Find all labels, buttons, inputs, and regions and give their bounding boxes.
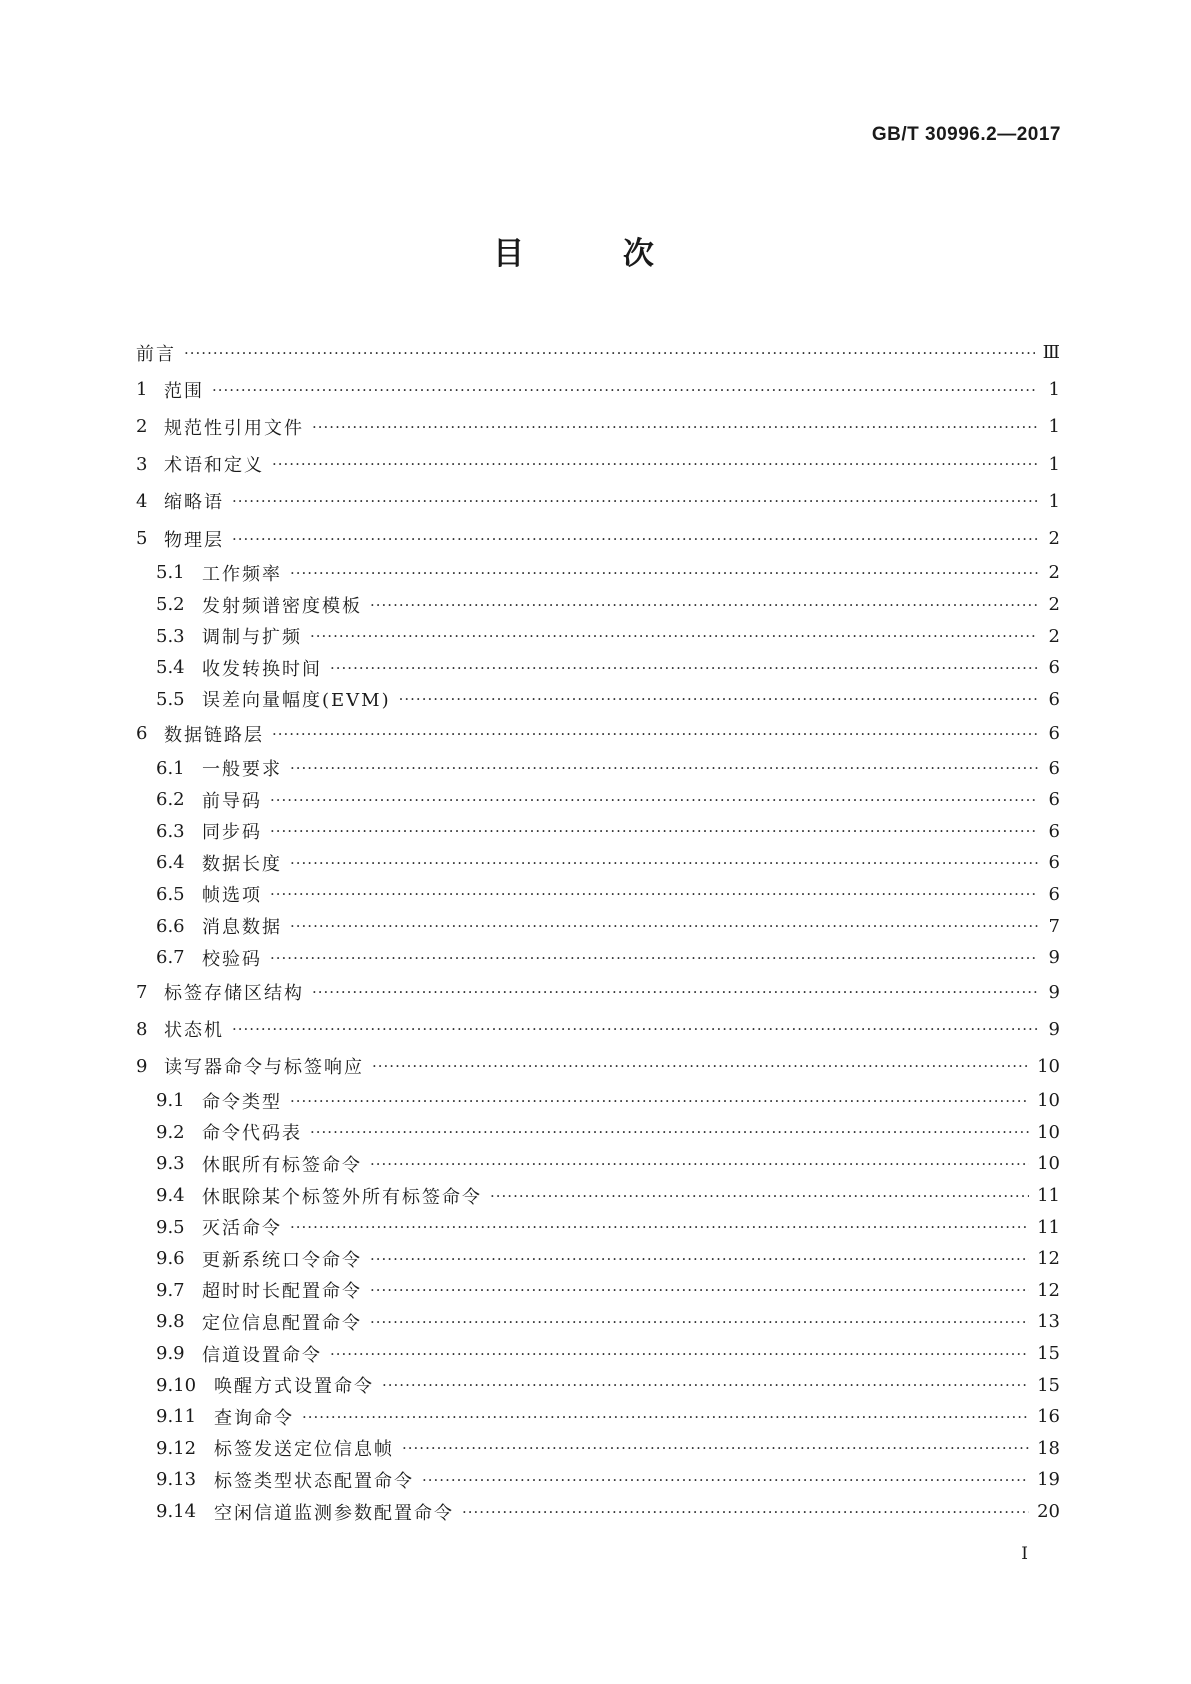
toc-entry[interactable]: [136, 1306, 1060, 1338]
dot-leader: [310, 627, 1038, 645]
toc-entry[interactable]: [136, 1117, 1060, 1149]
toc-entry-number: 6: [136, 723, 148, 745]
toc-entry-number: 6.6: [156, 915, 185, 937]
toc-entry-page: 12: [1037, 1279, 1060, 1301]
toc-entry[interactable]: [136, 879, 1060, 911]
toc-entry-page: 19: [1037, 1469, 1060, 1491]
toc-entry-page: 6: [1048, 688, 1060, 710]
toc-entry-page: 6: [1048, 657, 1060, 679]
toc-entry[interactable]: [136, 1275, 1060, 1307]
dot-leader: [370, 1250, 1029, 1268]
toc-entry-number: 5.2: [156, 594, 185, 616]
toc-entry-number: 5.4: [156, 657, 185, 679]
toc-entry-label: 标签类型状态配置命令: [214, 1470, 414, 1492]
toc-entry-number: 5.3: [156, 625, 185, 647]
toc-entry-label: 灭活命令: [202, 1218, 282, 1240]
dot-leader: [490, 1187, 1029, 1205]
toc-entry[interactable]: [136, 620, 1060, 652]
toc-entry-label: 一般要求: [202, 759, 282, 781]
toc-entry[interactable]: [136, 1369, 1060, 1401]
dot-leader: [402, 1439, 1029, 1457]
toc-entry-label: 发射频谱密度模板: [202, 595, 362, 617]
dot-leader: [330, 659, 1038, 677]
toc-entry-page: 12: [1037, 1248, 1060, 1270]
toc-entry-page: 2: [1048, 594, 1060, 616]
dot-leader: [184, 344, 1035, 362]
toc-entry[interactable]: [136, 1085, 1060, 1117]
dot-leader: [290, 854, 1038, 872]
toc-entry[interactable]: [136, 334, 1060, 371]
toc-entry-label: 超时时长配置命令: [202, 1281, 362, 1303]
toc-entry[interactable]: [136, 1496, 1060, 1528]
dot-leader: [232, 1020, 1038, 1038]
toc-entry-number: 9.2: [156, 1121, 185, 1143]
toc-entry-page: 10: [1037, 1055, 1060, 1077]
toc-entry-number: 5: [136, 528, 148, 550]
toc-entry-label: 误差向量幅度(EVM): [202, 690, 391, 712]
dot-leader: [212, 381, 1038, 399]
toc-entry-number: 9.6: [156, 1248, 185, 1270]
toc-entry-label: 数据链路层: [164, 724, 264, 746]
toc-entry-label: 数据长度: [202, 853, 282, 875]
toc-entry-label: 同步码: [202, 822, 262, 844]
dot-leader: [290, 1092, 1029, 1110]
toc-entry-page: 6: [1048, 757, 1060, 779]
toc-entry-page: 2: [1048, 625, 1060, 647]
toc-entry[interactable]: [136, 1211, 1060, 1243]
toc-entry-label: 规范性引用文件: [164, 417, 304, 439]
toc-entry-number: 7: [136, 981, 148, 1003]
toc-entry[interactable]: [136, 815, 1060, 847]
toc-entry-label: 消息数据: [202, 917, 282, 939]
toc-entry[interactable]: [136, 483, 1060, 520]
toc-entry-page: 2: [1048, 528, 1060, 550]
toc-entry-number: 9.7: [156, 1279, 185, 1301]
table-of-contents: [136, 334, 1060, 1527]
dot-leader: [370, 596, 1038, 614]
dot-leader: [272, 725, 1038, 743]
toc-entry-label: 标签存储区结构: [164, 983, 304, 1005]
toc-entry-label: 范围: [164, 380, 204, 402]
toc-entry-number: 9.1: [156, 1090, 185, 1112]
toc-entry-page: Ⅲ: [1042, 342, 1060, 364]
toc-entry-page: 9: [1048, 981, 1060, 1003]
dot-leader: [290, 917, 1038, 935]
dot-leader: [302, 1408, 1029, 1426]
toc-entry-page: 6: [1048, 852, 1060, 874]
toc-entry-label: 调制与扩频: [202, 627, 302, 649]
toc-entry[interactable]: [136, 1243, 1060, 1275]
toc-entry-number: 9.14: [156, 1501, 197, 1523]
toc-entry[interactable]: [136, 1401, 1060, 1433]
toc-entry-number: 6.7: [156, 947, 185, 969]
dot-leader: [399, 690, 1038, 708]
toc-entry-number: 9.11: [156, 1406, 197, 1428]
toc-entry-label: 唤醒方式设置命令: [214, 1376, 374, 1398]
toc-entry-number: 3: [136, 453, 148, 475]
toc-entry-number: 9.4: [156, 1185, 185, 1207]
toc-entry-number: 9.12: [156, 1437, 197, 1459]
toc-entry-number: 2: [136, 416, 148, 438]
toc-entry[interactable]: [136, 942, 1060, 974]
toc-entry-page: 7: [1048, 915, 1060, 937]
toc-entry-label: 缩略语: [164, 492, 224, 514]
dot-leader: [272, 455, 1038, 473]
toc-entry-label: 休眠所有标签命令: [202, 1154, 362, 1176]
toc-entry-page: 1: [1048, 490, 1060, 512]
toc-entry-number: 8: [136, 1018, 148, 1040]
toc-entry-page: 15: [1037, 1374, 1060, 1396]
toc-entry-label: 工作频率: [202, 563, 282, 585]
dot-leader: [290, 564, 1038, 582]
toc-entry-label: 读写器命令与标签响应: [164, 1057, 364, 1079]
toc-entry[interactable]: [136, 973, 1060, 1010]
dot-leader: [370, 1313, 1029, 1331]
dot-leader: [290, 1218, 1029, 1236]
toc-entry-label: 物理层: [164, 529, 224, 551]
toc-entry-page: 9: [1048, 947, 1060, 969]
toc-entry-page: 6: [1048, 789, 1060, 811]
toc-entry-page: 16: [1037, 1406, 1060, 1428]
toc-entry[interactable]: [136, 752, 1060, 784]
toc-entry-page: 11: [1037, 1216, 1060, 1238]
toc-entry-page: 1: [1048, 453, 1060, 475]
dot-leader: [232, 530, 1038, 548]
toc-entry-label: 帧选项: [202, 885, 262, 907]
toc-entry-page: 10: [1037, 1121, 1060, 1143]
toc-entry[interactable]: [136, 408, 1060, 445]
toc-entry-page: 18: [1037, 1437, 1060, 1459]
dot-leader: [232, 492, 1038, 510]
dot-leader: [372, 1057, 1029, 1075]
toc-entry-label: 校验码: [202, 948, 262, 970]
toc-entry-page: 2: [1048, 562, 1060, 584]
toc-entry-number: 5.1: [156, 562, 185, 584]
dot-leader: [462, 1503, 1029, 1521]
toc-entry-label: 空闲信道监测参数配置命令: [214, 1502, 454, 1524]
toc-entry[interactable]: [136, 1180, 1060, 1212]
toc-entry-label: 命令代码表: [202, 1123, 302, 1145]
toc-entry-label: 命令类型: [202, 1091, 282, 1113]
toc-entry-page: 9: [1048, 1018, 1060, 1040]
toc-entry-page: 11: [1037, 1185, 1060, 1207]
page-title: 目 次: [493, 236, 698, 272]
toc-entry-page: 10: [1037, 1153, 1060, 1175]
toc-entry-number: 5.5: [156, 688, 185, 710]
toc-entry[interactable]: [136, 1048, 1060, 1085]
toc-entry-page: 13: [1037, 1311, 1060, 1333]
toc-entry-number: 9.8: [156, 1311, 185, 1333]
dot-leader: [312, 983, 1038, 1001]
toc-entry[interactable]: [136, 1011, 1060, 1048]
toc-entry-number: 6.5: [156, 883, 185, 905]
toc-entry[interactable]: [136, 557, 1060, 589]
dot-leader: [270, 949, 1038, 967]
toc-entry-label: 查询命令: [214, 1407, 294, 1429]
toc-entry-label: 定位信息配置命令: [202, 1312, 362, 1334]
toc-entry[interactable]: [136, 589, 1060, 621]
toc-entry-label: 信道设置命令: [202, 1344, 322, 1366]
toc-entry-number: 6.4: [156, 852, 185, 874]
dot-leader: [270, 791, 1038, 809]
toc-entry[interactable]: [136, 520, 1060, 557]
standard-code: GB/T 30996.2—2017: [871, 124, 1061, 145]
toc-entry-label: 状态机: [164, 1020, 224, 1042]
dot-leader: [290, 759, 1038, 777]
toc-entry-page: 6: [1048, 723, 1060, 745]
toc-entry-page: 15: [1037, 1343, 1060, 1365]
toc-entry-page: 1: [1048, 379, 1060, 401]
toc-entry[interactable]: [136, 910, 1060, 942]
dot-leader: [270, 885, 1038, 903]
dot-leader: [370, 1281, 1029, 1299]
page-number: I: [1021, 1544, 1028, 1564]
toc-entry-page: 6: [1048, 883, 1060, 905]
toc-entry-label: 收发转换时间: [202, 658, 322, 680]
toc-entry[interactable]: [136, 446, 1060, 483]
toc-entry[interactable]: [136, 652, 1060, 684]
toc-entry-number: 9.5: [156, 1216, 185, 1238]
toc-entry-label: 前言: [136, 343, 176, 365]
toc-entry-number: 9.3: [156, 1153, 185, 1175]
dot-leader: [330, 1345, 1029, 1363]
toc-entry[interactable]: [136, 784, 1060, 816]
toc-entry-number: 9.13: [156, 1469, 197, 1491]
toc-entry[interactable]: [136, 684, 1060, 716]
dot-leader: [422, 1471, 1029, 1489]
toc-entry[interactable]: [136, 371, 1060, 408]
toc-entry[interactable]: [136, 1433, 1060, 1465]
toc-entry-number: 4: [136, 490, 148, 512]
toc-entry-number: 6.2: [156, 789, 185, 811]
toc-entry-label: 标签发送定位信息帧: [214, 1439, 394, 1461]
dot-leader: [270, 822, 1038, 840]
toc-entry[interactable]: [136, 847, 1060, 879]
toc-entry-page: 20: [1037, 1501, 1060, 1523]
toc-entry-number: 9.9: [156, 1343, 185, 1365]
toc-entry-number: 6.3: [156, 820, 185, 842]
toc-entry-label: 前导码: [202, 790, 262, 812]
toc-entry[interactable]: [136, 1338, 1060, 1370]
toc-entry[interactable]: [136, 1464, 1060, 1496]
dot-leader: [310, 1123, 1029, 1141]
toc-entry[interactable]: [136, 1148, 1060, 1180]
toc-entry-label: 更新系统口令命令: [202, 1249, 362, 1271]
toc-entry-number: 1: [136, 379, 148, 401]
toc-entry-number: 9.10: [156, 1374, 197, 1396]
toc-entry-label: 术语和定义: [164, 455, 264, 477]
toc-entry-page: 1: [1048, 416, 1060, 438]
dot-leader: [382, 1376, 1029, 1394]
toc-entry-number: 6.1: [156, 757, 185, 779]
toc-entry[interactable]: [136, 715, 1060, 752]
toc-entry-page: 10: [1037, 1090, 1060, 1112]
toc-entry-page: 6: [1048, 820, 1060, 842]
dot-leader: [312, 418, 1038, 436]
toc-entry-number: 9: [136, 1055, 148, 1077]
toc-entry-label: 休眠除某个标签外所有标签命令: [202, 1186, 482, 1208]
dot-leader: [370, 1155, 1029, 1173]
